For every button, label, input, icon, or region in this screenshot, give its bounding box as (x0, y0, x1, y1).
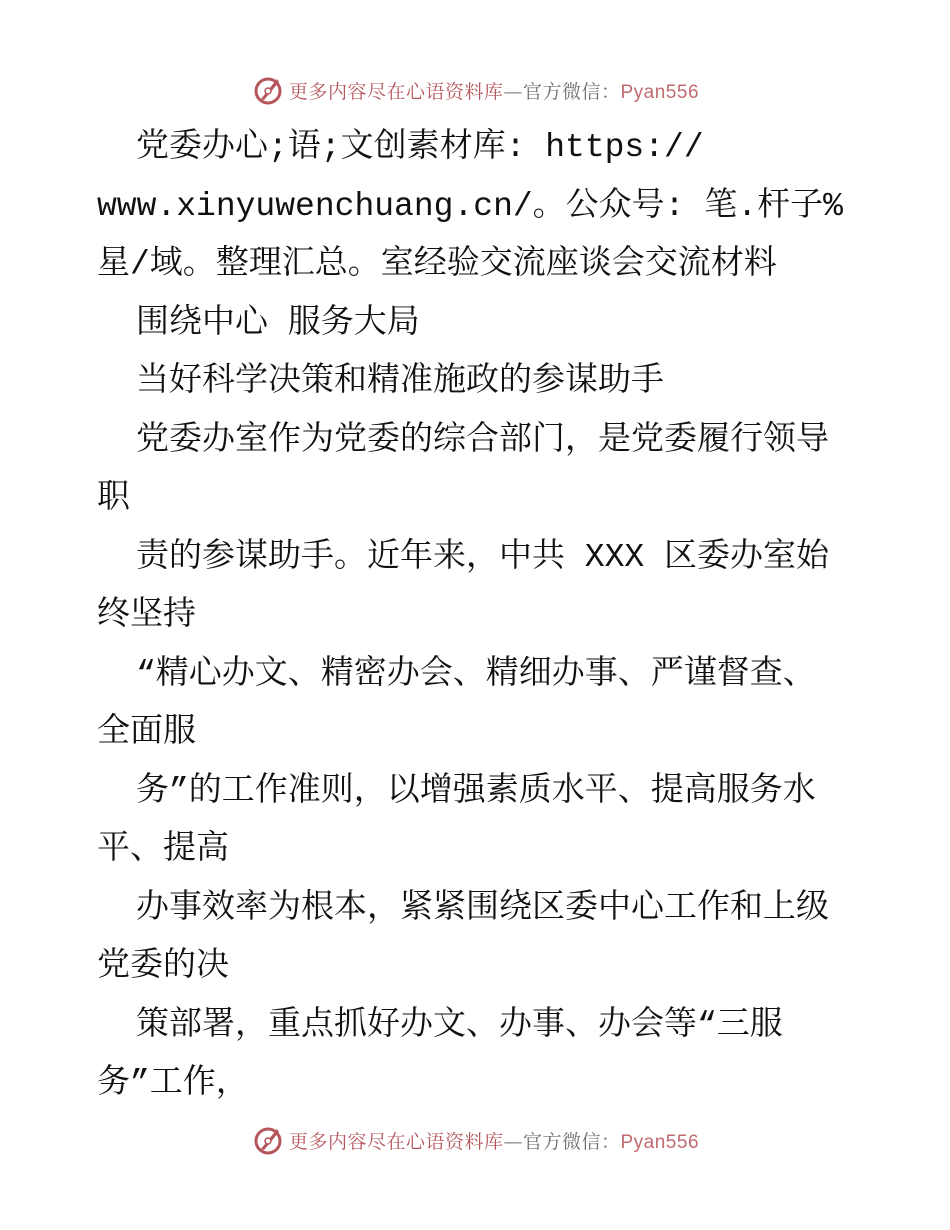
body-line: 星/域。整理汇总。室经验交流座谈会交流材料 (97, 246, 777, 283)
footer-banner (0, 1120, 950, 1160)
banner-wechat-id: Pyan556 (620, 81, 700, 103)
body-line: “精心办文、精密办会、精细办事、严谨督查、 (136, 655, 816, 693)
body-line: 责的参谋助手。近年来，中共 XXX 区委办室始 (136, 538, 830, 576)
banner-wechat-label: 官方微信： (522, 1130, 621, 1153)
body-line: 务”的工作准则，以增强素质水平、提高服务水 (136, 772, 816, 810)
body-line: 全面服 (97, 714, 196, 751)
doc-subheading: 当好科学决策和精准施政的参谋助手 (136, 363, 664, 400)
banner-separator: — (503, 80, 523, 103)
body-line: 办事效率为根本，紧紧围绕区委中心工作和上级 (136, 889, 829, 927)
body-line: 党委办室作为党委的综合部门，是党委履行领导 (136, 421, 829, 459)
body-line: 务”工作， (97, 1065, 249, 1102)
doc-heading: 围绕中心 服务大局 (136, 304, 420, 342)
document-body (97, 119, 877, 1114)
banner-slogan: 更多内容尽在心语资料库 (288, 80, 504, 103)
quill-logo-icon (251, 1123, 285, 1157)
body-line: 党委办心;语;文创素材库: https:// (136, 129, 704, 166)
body-line: 平、提高 (97, 831, 229, 868)
banner-wechat-label: 官方微信： (522, 80, 621, 103)
body-line: 职 (97, 480, 130, 517)
quill-logo-icon (251, 73, 285, 107)
body-line: 策部署，重点抓好办文、办事、办会等“三服 (136, 1006, 783, 1044)
banner-slogan: 更多内容尽在心语资料库 (288, 1130, 504, 1153)
banner-wechat-id: Pyan556 (620, 1131, 700, 1153)
body-line: www.xinyuwenchuang.cn/。公众号: 笔.杆子% (97, 187, 843, 225)
banner-separator: — (503, 1130, 523, 1153)
body-line: 终坚持 (97, 597, 196, 634)
header-banner (0, 70, 950, 110)
body-line: 党委的决 (97, 948, 229, 985)
